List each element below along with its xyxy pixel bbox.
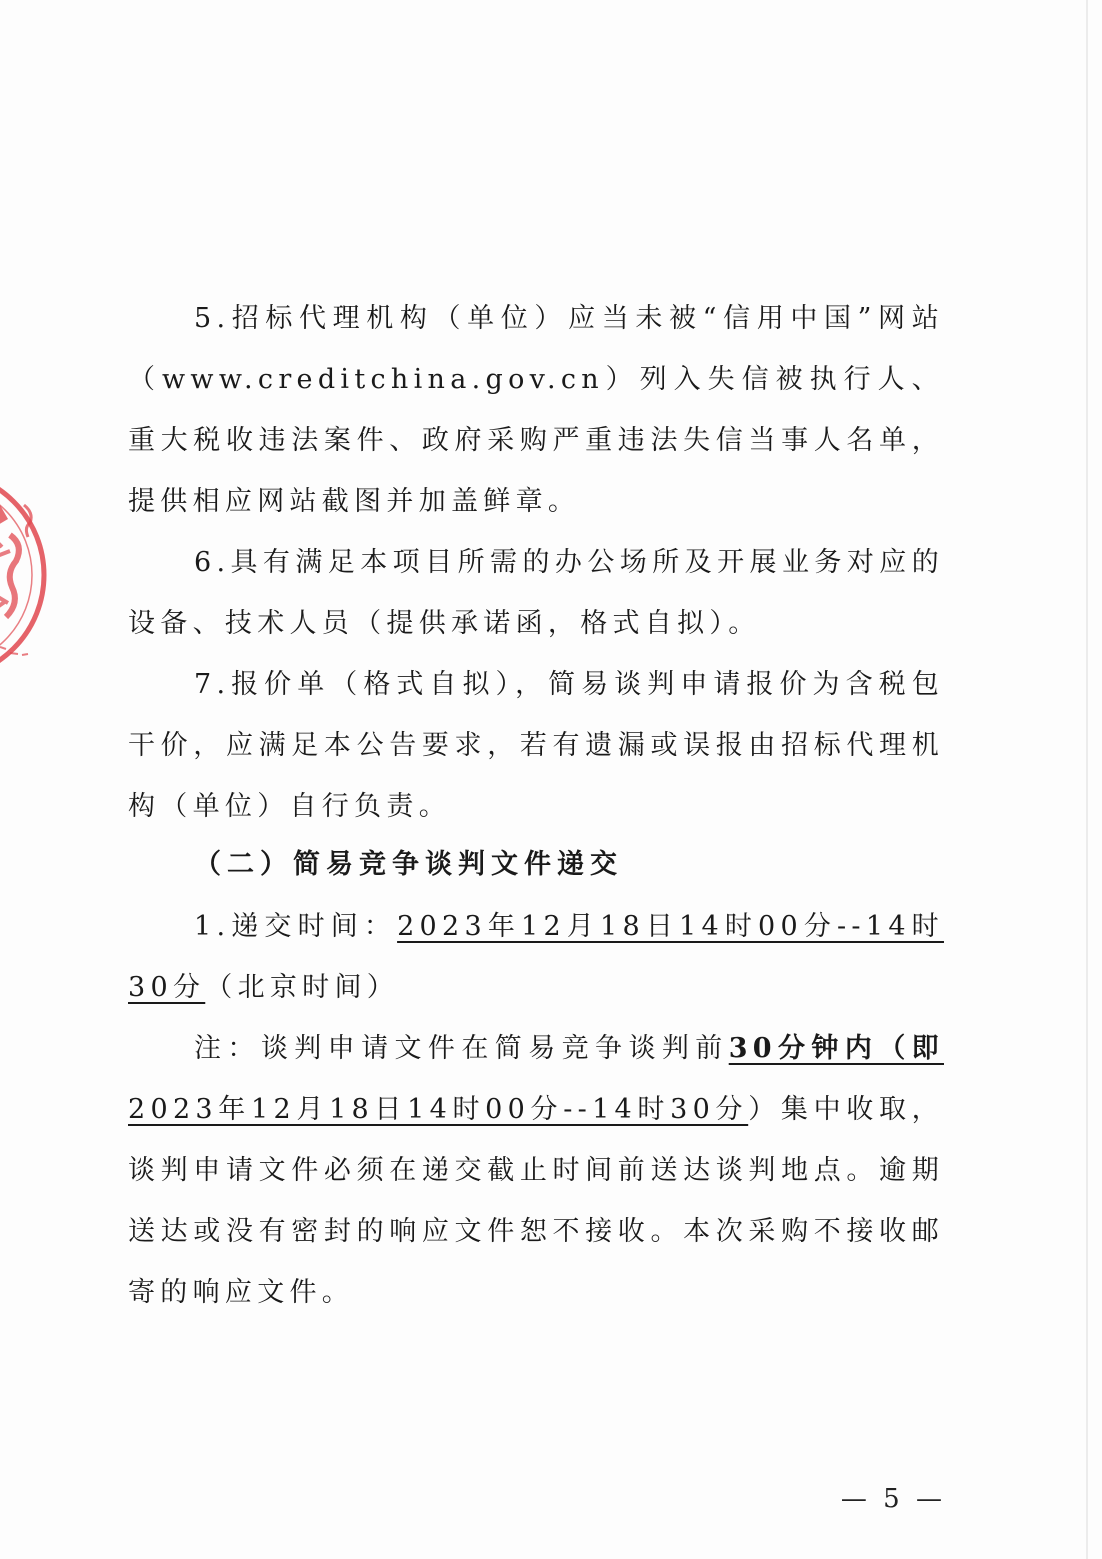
page-number: — 5 — bbox=[840, 1484, 946, 1514]
note-paragraph bbox=[128, 1018, 944, 1323]
note-suffix: ）集中收取，谈判申请文件必须在递交截止时间前送达谈判地点。逾期送达或没有密封的响应文件恕不接收。本次采购不接收邮寄的响应文件。 bbox=[128, 1094, 944, 1308]
note-prefix: 注：谈判申请文件在简易竞争谈判前 bbox=[194, 1033, 729, 1064]
note-bold-duration: 30分钟内（即 bbox=[728, 1033, 944, 1064]
section-heading: （二）简易竞争谈判文件递交 bbox=[194, 849, 623, 880]
red-seal-stamp-icon bbox=[0, 465, 52, 685]
paragraph-item-6: 6.具有满足本项目所需的办公场所及开展业务对应的设备、技术人员（提供承诺函，格式自拟）。 bbox=[128, 547, 944, 639]
paragraph-item-7: 7.报价单（格式自拟），简易谈判申请报价为含税包干价，应满足本公告要求，若有遗漏或误报由招标代理机构（单位）自行负责。 bbox=[128, 669, 944, 822]
submission-time-suffix: （北京时间） bbox=[205, 972, 400, 1003]
submission-time-value: 2023年12月18日14时00分--14时30分 bbox=[128, 911, 944, 1003]
submission-time-label: 1.递交时间： bbox=[194, 911, 398, 942]
paragraph-item-5: 5.招标代理机构（单位）应当未被“信用中国”网站（www.creditchina.gov.cn）列入失信被执行人、重大税收违法案件、政府采购严重违法失信当事人名单，提供相应网站截图并加盖鲜章。 bbox=[128, 303, 944, 517]
note-time-range: 2023年12月18日14时00分--14时30分 bbox=[128, 1094, 749, 1125]
submission-time-paragraph bbox=[128, 896, 944, 1018]
page-edge-shadow bbox=[1086, 0, 1088, 1559]
